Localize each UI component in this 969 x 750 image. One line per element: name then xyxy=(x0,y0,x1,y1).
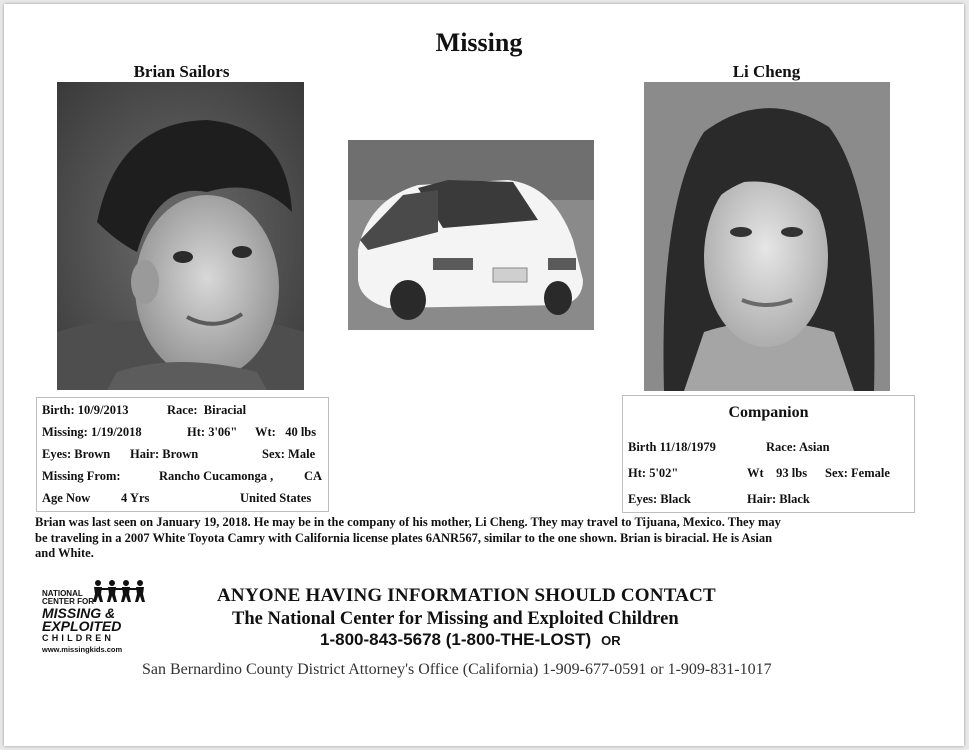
logo-url: www.missingkids.com xyxy=(42,645,123,654)
companion-hair-label: Hair: xyxy=(747,492,777,506)
logo-exploited: EXPLOITED xyxy=(42,618,122,634)
logo-center-for: CENTER FOR xyxy=(42,597,94,606)
companion-hair: Black xyxy=(779,492,810,506)
contact-or: OR xyxy=(601,633,621,648)
wt-label: Wt: xyxy=(255,425,276,439)
ht-label: Ht: xyxy=(187,425,206,439)
child-eyes: Brown xyxy=(74,447,111,461)
age-now-label: Age Now xyxy=(42,491,91,505)
companion-birth: 11/18/1979 xyxy=(659,440,716,454)
child-age: 4 Yrs xyxy=(121,491,150,505)
child-info-box xyxy=(36,397,329,512)
companion-ht-label: Ht: xyxy=(628,466,647,480)
eyes-label: Eyes: xyxy=(42,447,72,461)
poster-title: Missing xyxy=(435,28,523,57)
child-name: Brian Sailors xyxy=(133,62,230,81)
companion-race-label: Race: xyxy=(766,440,797,454)
child-photo xyxy=(57,82,304,390)
child-race: Biracial xyxy=(203,403,247,417)
logo-children: CHILDREN xyxy=(42,633,115,643)
child-country: United States xyxy=(240,491,312,505)
companion-birth-label: Birth xyxy=(628,440,657,454)
narrative-line-2: be traveling in a 2007 White Toyota Camry with California license plates 6ANR567, similar to the one shown. Brian is biracial. He is Asian xyxy=(35,530,773,545)
companion-wt-label: Wt xyxy=(747,466,764,480)
logo-missing: MISSING & xyxy=(42,605,116,621)
companion-weight: 93 lbs xyxy=(776,466,808,480)
companion-race: Asian xyxy=(798,440,830,454)
companion-eyes-label: Eyes: xyxy=(628,492,658,506)
narrative-line-3: and White. xyxy=(35,546,94,560)
child-hair: Brown xyxy=(162,447,199,461)
ncmec-logo xyxy=(40,580,152,658)
sex-label: Sex: xyxy=(262,447,285,461)
missing-poster xyxy=(4,4,964,746)
child-weight: 40 lbs xyxy=(285,425,317,439)
missing-from-label: Missing From: xyxy=(42,469,121,483)
logo-national: NATIONAL xyxy=(42,589,83,598)
contact-phone-line xyxy=(320,630,621,650)
companion-sex-label: Sex: xyxy=(825,466,848,480)
narrative-line-1: Brian was last seen on January 19, 2018. He may be in the company of his mother, Li Cheng. They may travel to Tijuana, Mexico. They may xyxy=(35,515,781,529)
companion-heading: Companion xyxy=(728,404,809,421)
companion-height: 5'02" xyxy=(649,466,679,480)
companion-eyes: Black xyxy=(660,492,691,506)
companion-info-box xyxy=(622,395,915,513)
contact-heading: ANYONE HAVING INFORMATION SHOULD CONTACT xyxy=(217,585,716,606)
missing-label: Missing: xyxy=(42,425,88,439)
child-sex: Male xyxy=(288,447,316,461)
vehicle-photo xyxy=(348,140,594,330)
contact-org: The National Center for Missing and Exploited Children xyxy=(232,609,679,629)
children-figures-icon xyxy=(92,580,148,602)
narrative xyxy=(35,515,935,562)
race-label: Race: xyxy=(167,403,198,417)
child-birth: 10/9/2013 xyxy=(77,403,129,417)
child-missing-date: 1/19/2018 xyxy=(90,425,142,439)
child-missing-state: CA xyxy=(304,469,323,483)
district-attorney-contact: San Bernardino County District Attorney's Office (California) 1-909-677-0591 or 1-909-831-1017 xyxy=(142,661,772,678)
child-missing-city: Rancho Cucamonga , xyxy=(159,469,274,483)
companion-name: Li Cheng xyxy=(732,62,801,81)
hair-label: Hair: xyxy=(130,447,160,461)
contact-phone: 1-800-843-5678 (1-800-THE-LOST) xyxy=(320,630,592,649)
child-height: 3'06" xyxy=(208,425,238,439)
birth-label: Birth: xyxy=(42,403,75,417)
companion-photo xyxy=(644,82,890,391)
companion-sex: Female xyxy=(851,466,890,480)
